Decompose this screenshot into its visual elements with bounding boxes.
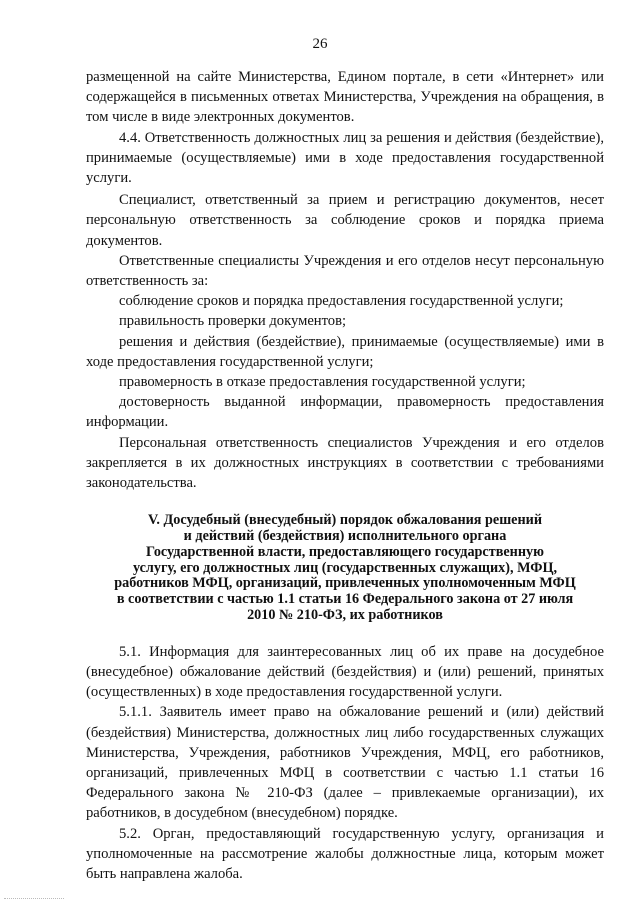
list-item: достоверность выданной информации, правомерность предоставления информации. <box>86 394 604 431</box>
section-heading-line: 2010 № 210-ФЗ, их работников <box>247 607 443 624</box>
paragraph: Специалист, ответственный за прием и регистрацию документов, несет персональную ответственность за соблюдение сроков и порядка приема документов. <box>86 192 604 249</box>
section-heading <box>86 513 604 624</box>
section-heading-line: работников МФЦ, организаций, привлеченных уполномоченным МФЦ <box>114 575 576 592</box>
paragraph: Персональная ответственность специалистов Учреждения и его отделов закрепляется в их должностных инструкциях в соответствии с требованиями законодательства. <box>86 434 604 492</box>
list-item: соблюдение сроков и порядка предоставления государственной услуги; <box>119 293 564 310</box>
section-heading-line: V. Досудебный (внесудебный) порядок обжалования решений <box>148 512 542 529</box>
section-heading-line: Государственной власти, предоставляющего государственную <box>146 543 544 560</box>
paragraph: 4.4. Ответственность должностных лиц за решения и действия (бездействие), принимаемые (осуществляемые) ими в ходе предоставления государственной услуги. <box>86 129 604 187</box>
paragraph: 5.1.1. Заявитель имеет право на обжалование решений и (или) действий (бездействия) Министерства, должностных лиц либо государственных служащих Министерства, Учреждения, работников Учреждения, МФЦ, его работников, организаций, привлеченных МФЦ в соответствии с частью 1.1 статьи 16 Федерального закона № 210-ФЗ (далее – привлекаемые организации), их работников, в досудебном (внесудебном) порядке. <box>86 704 604 822</box>
paragraph: 5.1. Информация для заинтересованных лиц об их праве на досудебное (внесудебное) обжалование действий (бездействия) и (или) решений, принятых (осуществленных) в ходе предоставления государственной услуги. <box>86 643 604 701</box>
document-body <box>86 67 604 884</box>
section-heading-line: в соответствии с частью 1.1 статьи 16 Федерального закона от 27 июля <box>116 591 574 608</box>
scan-edge-mark <box>4 898 64 901</box>
section-heading-line: услугу, его должностных лиц (государственных служащих), МФЦ, <box>132 559 558 576</box>
paragraph: 5.2. Орган, предоставляющий государственную услугу, организация и уполномоченные на рассмотрение жалобы должностные лица, которым может быть направлена жалоба. <box>86 825 604 883</box>
paragraph: Ответственные специалисты Учреждения и его отделов несут персональную ответственность за: <box>86 252 604 290</box>
list-item: решения и действия (бездействие), принимаемые (осуществляемые) ими в ходе предоставления государственной услуги; <box>86 333 604 370</box>
page-number: 26 <box>312 36 328 52</box>
section-heading-line: и действий (бездействия) исполнительного органа <box>183 528 507 545</box>
paragraph: размещенной на сайте Министерства, Едином портале, в сети «Интернет» или содержащейся в письменных ответах Министерства, Учреждения на обращения, в том числе в виде электронных документов. <box>86 69 604 126</box>
list-item: правомерность в отказе предоставления государственной услуги; <box>119 374 526 391</box>
list-item: правильность проверки документов; <box>119 313 347 330</box>
